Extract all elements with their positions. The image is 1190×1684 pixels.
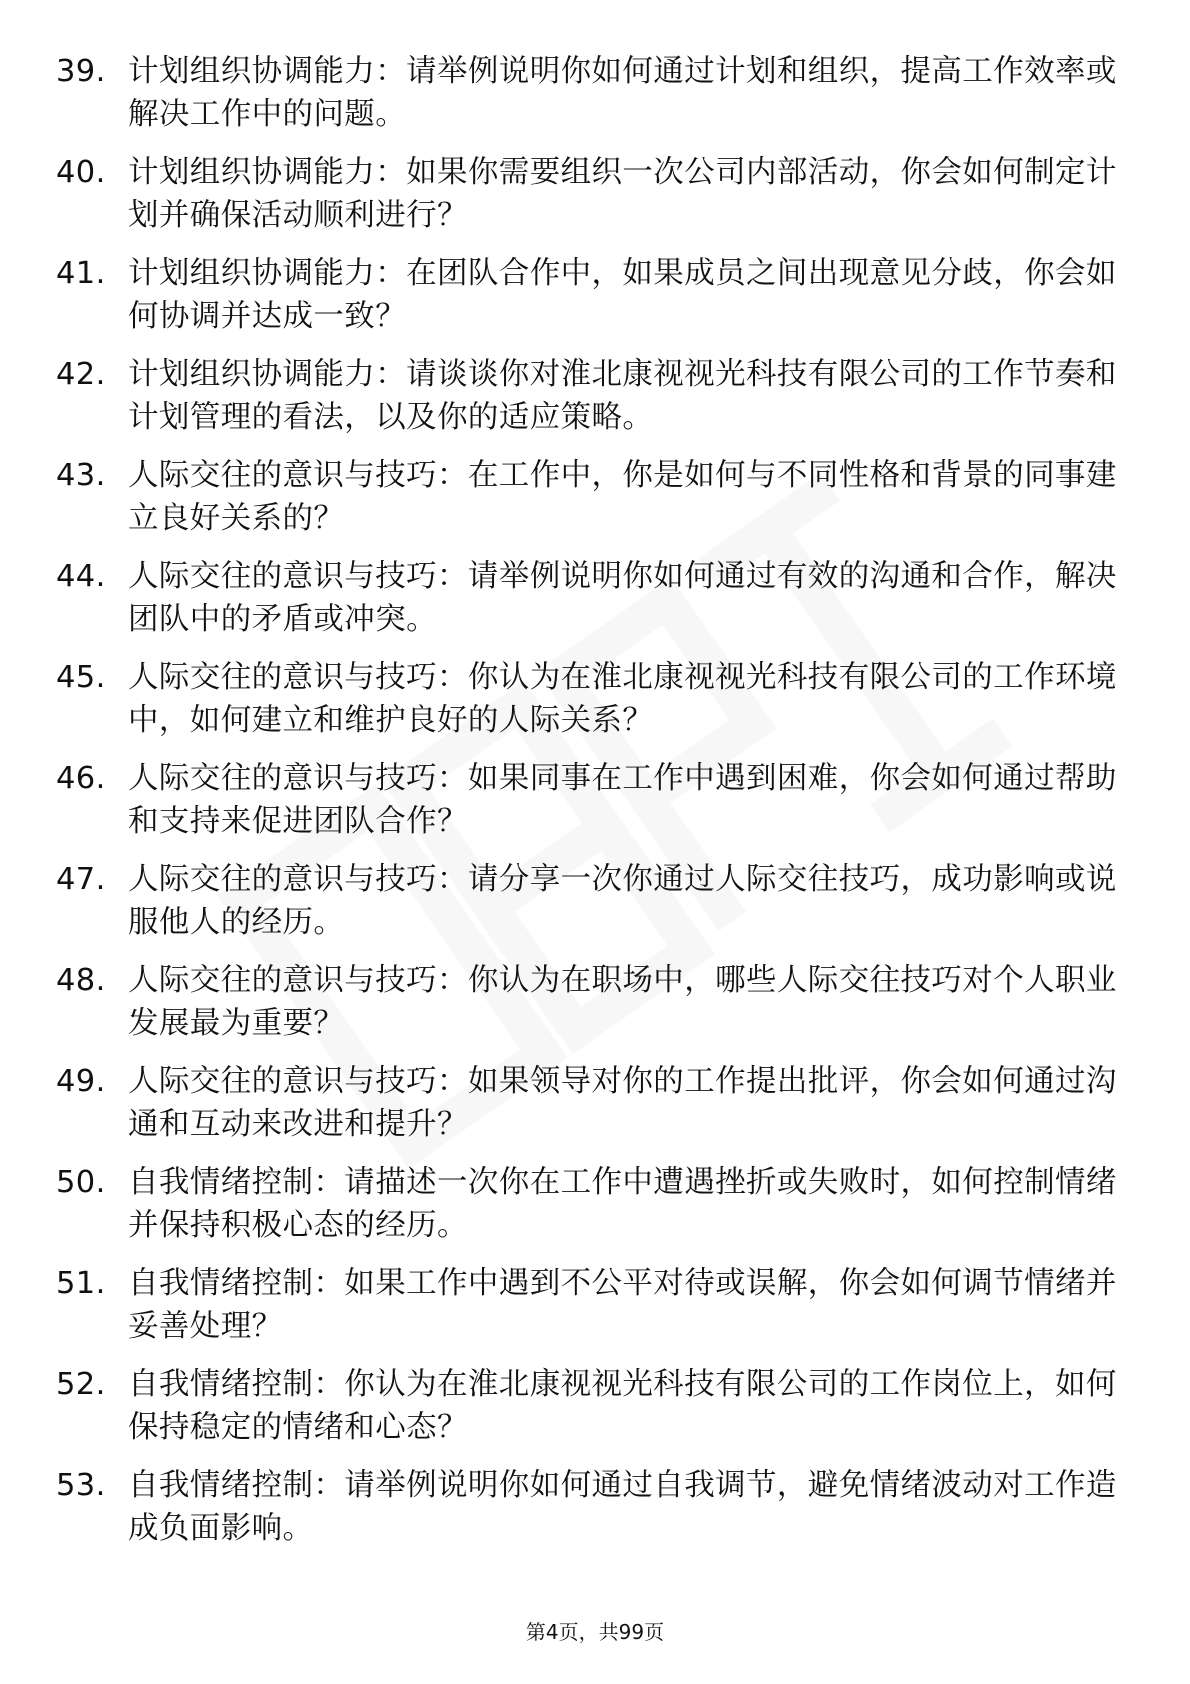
question-list <box>56 50 1126 1565</box>
question-number: 40. <box>56 155 106 190</box>
question-number: 45. <box>56 660 106 695</box>
question-text: 人际交往的意识与技巧：在工作中，你是如何与不同性格和背景的同事建立良好关系的？ <box>128 458 1117 536</box>
question-item <box>56 1363 1126 1464</box>
page-number-label: 第4页，共99页 <box>525 1620 665 1644</box>
question-number: 47. <box>56 862 106 897</box>
question-number: 51. <box>56 1266 106 1301</box>
question-item <box>56 1161 1126 1262</box>
question-text: 计划组织协调能力：请谈谈你对淮北康视视光科技有限公司的工作节奏和计划管理的看法，以及你的适应策略。 <box>128 357 1117 435</box>
question-text: 人际交往的意识与技巧：你认为在职场中，哪些人际交往技巧对个人职业发展最为重要？ <box>128 963 1117 1041</box>
question-item <box>56 353 1126 454</box>
question-text: 人际交往的意识与技巧：你认为在淮北康视视光科技有限公司的工作环境中，如何建立和维护良好的人际关系？ <box>128 660 1117 738</box>
question-number: 43. <box>56 458 106 493</box>
question-text: 计划组织协调能力：请举例说明你如何通过计划和组织，提高工作效率或解决工作中的问题。 <box>128 54 1117 132</box>
question-item <box>56 151 1126 252</box>
question-text: 人际交往的意识与技巧：如果同事在工作中遇到困难，你会如何通过帮助和支持来促进团队合作？ <box>128 761 1117 839</box>
question-text: 自我情绪控制：请描述一次你在工作中遭遇挫折或失败时，如何控制情绪并保持积极心态的经历。 <box>128 1165 1117 1243</box>
question-number: 42. <box>56 357 106 392</box>
question-item <box>56 1060 1126 1161</box>
question-text: 自我情绪控制：如果工作中遇到不公平对待或误解，你会如何调节情绪并妥善处理？ <box>128 1266 1117 1344</box>
question-number: 44. <box>56 559 106 594</box>
question-item <box>56 757 1126 858</box>
question-number: 48. <box>56 963 106 998</box>
question-text: 计划组织协调能力：如果你需要组织一次公司内部活动，你会如何制定计划并确保活动顺利进行？ <box>128 155 1117 233</box>
question-number: 50. <box>56 1165 106 1200</box>
question-text: 人际交往的意识与技巧：如果领导对你的工作提出批评，你会如何通过沟通和互动来改进和提升？ <box>128 1064 1117 1142</box>
question-item <box>56 252 1126 353</box>
question-number: 41. <box>56 256 106 291</box>
question-item <box>56 555 1126 656</box>
question-item <box>56 454 1126 555</box>
question-text: 自我情绪控制：你认为在淮北康视视光科技有限公司的工作岗位上，如何保持稳定的情绪和心态？ <box>128 1367 1117 1445</box>
question-text: 自我情绪控制：请举例说明你如何通过自我调节，避免情绪波动对工作造成负面影响。 <box>128 1468 1117 1546</box>
question-text: 人际交往的意识与技巧：请举例说明你如何通过有效的沟通和合作，解决团队中的矛盾或冲突。 <box>128 559 1117 637</box>
question-number: 46. <box>56 761 106 796</box>
question-item <box>56 656 1126 757</box>
question-number: 53. <box>56 1468 106 1503</box>
question-item <box>56 1464 1126 1565</box>
question-item <box>56 858 1126 959</box>
question-number: 52. <box>56 1367 106 1402</box>
question-text: 计划组织协调能力：在团队合作中，如果成员之间出现意见分歧，你会如何协调并达成一致？ <box>128 256 1117 334</box>
page-footer <box>0 1616 1190 1645</box>
question-number: 49. <box>56 1064 106 1099</box>
question-text: 人际交往的意识与技巧：请分享一次你通过人际交往技巧，成功影响或说服他人的经历。 <box>128 862 1117 940</box>
question-item <box>56 959 1126 1060</box>
question-number: 39. <box>56 54 106 89</box>
question-item <box>56 50 1126 151</box>
question-item <box>56 1262 1126 1363</box>
